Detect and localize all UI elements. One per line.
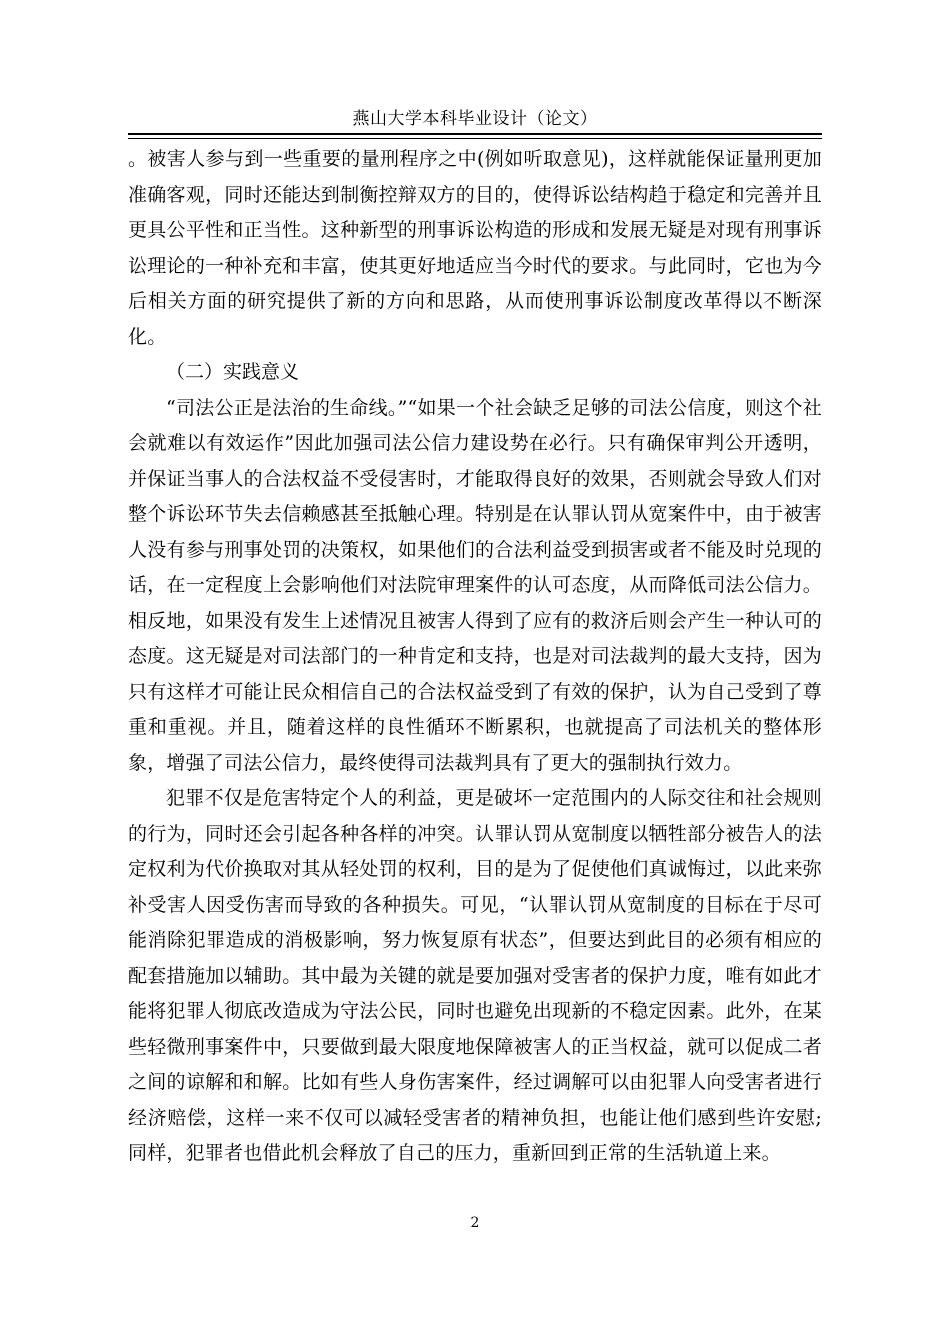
page-number: 2 xyxy=(470,1215,480,1231)
paragraph-judicial-credibility: “司法公正是法治的生命线。”“如果一个社会缺乏足够的司法公信度，则这个社会就难以有效运作”因此加强司法公信力建设势在必行。只有确保审判公开透明，并保证当事人的合法权益不受侵害时，才能取得良好的效果，否则就会导致人们对整个诉讼环节失去信赖感甚至抵触心理。特别是在认罪认罚从宽案件中，由于被害人没有参与刑事处罚的决策权，如果他们的合法利益受到损害或者不能及时兑现的话，在一定程度上会影响他们对法院审理案件的认可态度，从而降低司法公信力。相反地，如果没有发生上述情况且被害人得到了应有的救济后则会产生一种认可的态度。这无疑是对司法部门的一种肯定和支持，也是对司法裁判的最大支持，因为只有这样才可能让民众相信自己的合法权益受到了有效的保护，认为自己受到了尊重和重视。并且，随着这样的良性循环不断累积，也就提高了司法机关的整体形象，增强了司法公信力，最终使得司法裁判具有了更大的强制执行效力。 xyxy=(128,396,822,774)
body-text xyxy=(128,142,822,1172)
header-rule-thick xyxy=(128,133,822,135)
paragraph-continued: 。被害人参与到一些重要的量刑程序之中(例如听取意见)，这样就能保证量刑更加准确客观，同时还能达到制衡控辩双方的目的，使得诉讼结构趋于稳定和完善并且更具公平性和正当性。这种新型的刑事诉讼构造的形成和发展无疑是对现有刑事诉讼理论的一种补充和丰富，使其更好地适应当今时代的要求。与此同时，它也为今后相关方面的研究提供了新的方向和思路，从而使刑事诉讼制度改革得以不断深化。 xyxy=(128,148,822,348)
header-rule-thin xyxy=(128,138,822,139)
section-heading-practical-significance: （二）实践意义 xyxy=(166,361,300,383)
page-header-title: 燕山大学本科毕业设计（论文） xyxy=(352,109,598,129)
paragraph-crime-and-reconciliation: 犯罪不仅是危害特定个人的利益，更是破坏一定范围内的人际交往和社会规则的行为，同时还会引起各种各样的冲突。认罪认罚从宽制度以牺牲部分被告人的法定权利为代价换取对其从轻处罚的权利，目的是为了促使他们真诚悔过，以此来弥补受害人因受伤害而导致的各种损失。可见，“认罪认罚从宽制度的目标在于尽可能消除犯罪造成的消极影响，努力恢复原有状态”，但要达到此目的必须有相应的配套措施加以辅助。其中最为关键的就是要加强对受害者的保护力度，唯有如此才能将犯罪人彻底改造成为守法公民，同时也避免出现新的不稳定因素。此外，在某些轻微刑事案件中，只要做到最大限度地保障被害人的正当权益，就可以促成二者之间的谅解和和解。比如有些人身伤害案件，经过调解可以由犯罪人向受害者进行经济赔偿，这样一来不仅可以减轻受害者的精神负担，也能让他们感到些许安慰;同样，犯罪者也借此机会释放了自己的压力，重新回到正常的生活轨道上来。 xyxy=(128,787,822,1164)
